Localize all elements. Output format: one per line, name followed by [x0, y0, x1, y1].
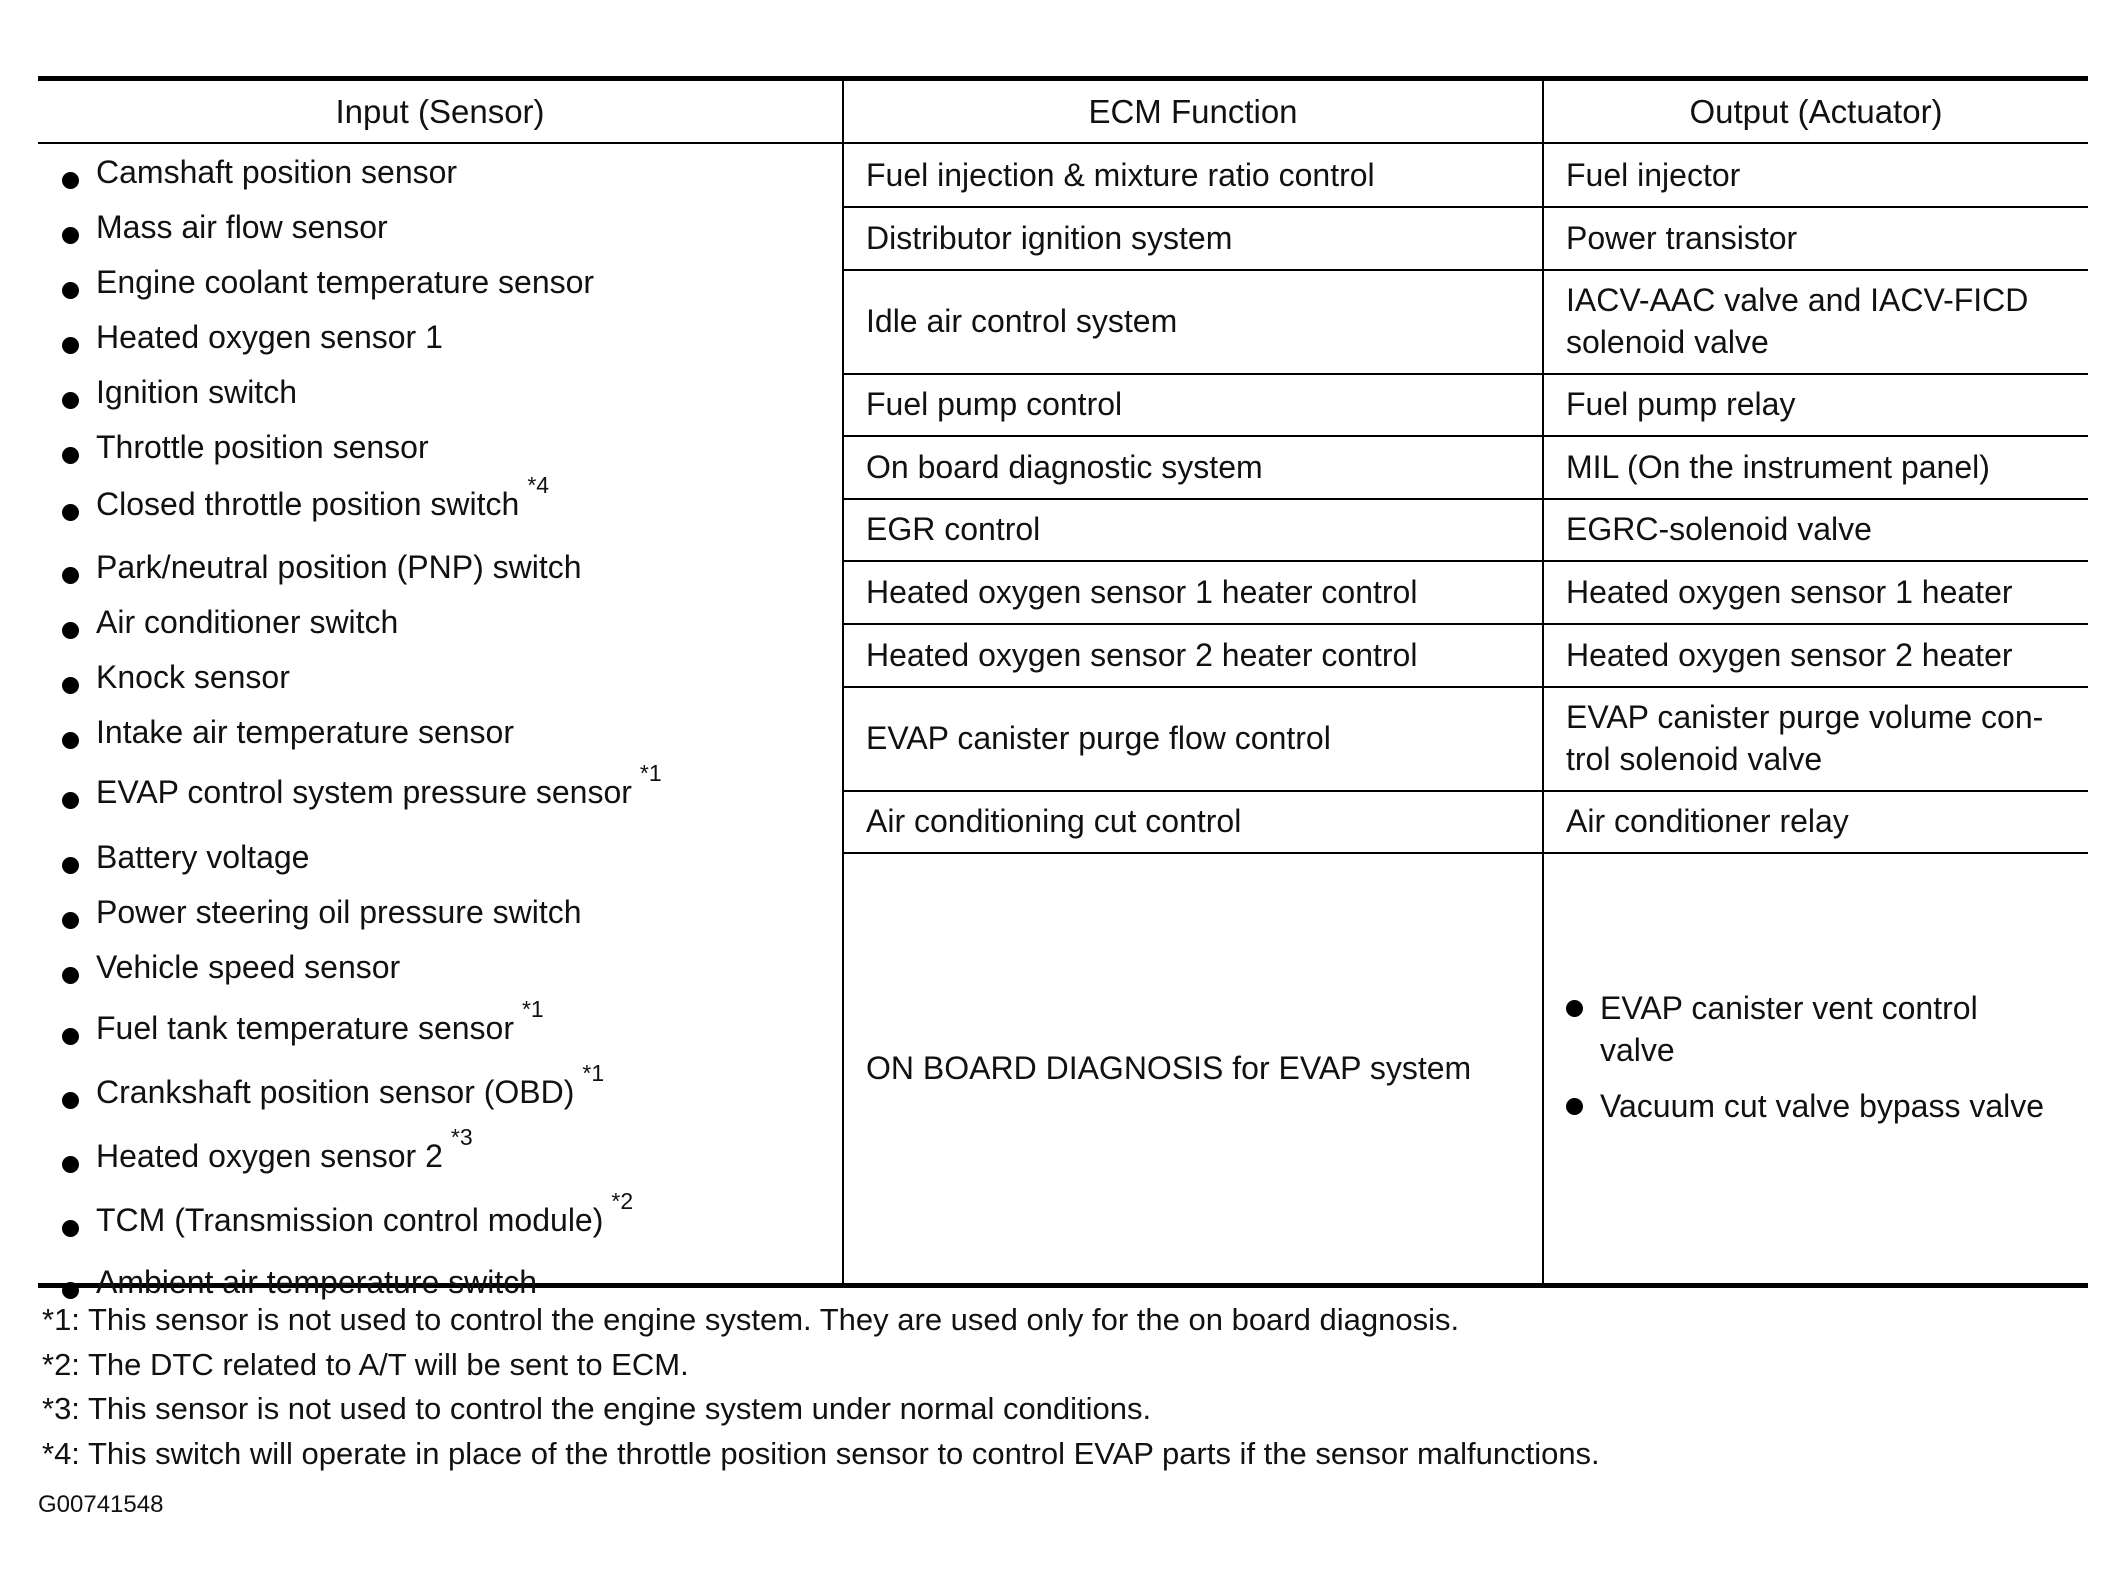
sensor-item	[62, 760, 662, 811]
bullet-icon	[1566, 1000, 1583, 1017]
footnote: *2: The DTC related to A/T will be sent to ECM.	[42, 1346, 689, 1382]
column-divider	[842, 81, 844, 1283]
ecm-function-cell: Fuel injection & mixture ratio control	[866, 157, 1375, 193]
sensor-label: Closed throttle position switch	[96, 486, 520, 522]
sensor-label: Throttle position sensor	[96, 429, 429, 465]
ecm-function-cell: EGR control	[866, 511, 1041, 547]
bullet-icon	[62, 172, 79, 189]
sensor-note: *1	[521, 996, 544, 1022]
sensor-label: Fuel tank temperature sensor	[96, 1010, 514, 1046]
sensor-item	[62, 319, 443, 356]
output-line: Fuel injector	[1566, 157, 1741, 193]
evap-output-item	[1566, 1085, 2044, 1127]
output-cell	[1566, 623, 2081, 686]
ecm-function-cell: Distributor ignition system	[866, 219, 1233, 256]
sensor-label: Intake air temperature sensor	[96, 714, 514, 750]
sensor-note: *4	[527, 472, 550, 498]
bullet-icon	[62, 967, 79, 984]
output-line: EVAP canister purge volume con-	[1566, 699, 2044, 735]
output-cell	[1566, 435, 2081, 498]
sensor-item	[62, 996, 544, 1047]
output-line: Air conditioner relay	[1566, 803, 1849, 839]
output-cell	[1566, 144, 2081, 206]
bullet-icon	[1566, 1098, 1583, 1115]
sensor-label: Battery voltage	[96, 839, 310, 875]
output-line: Heated oxygen sensor 2 heater	[1566, 636, 2013, 673]
sensor-item	[62, 209, 388, 246]
sensor-item	[62, 374, 297, 411]
sensor-note: *3	[450, 1124, 473, 1150]
ecm-function-cell: Air conditioning cut control	[866, 803, 1242, 839]
bullet-icon	[62, 622, 79, 639]
sensor-item	[62, 429, 429, 466]
bullet-icon	[62, 1156, 79, 1173]
ecm-function-cell: Heated oxygen sensor 2 heater control	[866, 636, 1418, 673]
output-line: Heated oxygen sensor 1 heater	[1566, 573, 2013, 610]
figure-id: G00741548	[38, 1491, 164, 1518]
sensor-label: Mass air flow sensor	[96, 209, 388, 245]
footnote: *3: This sensor is not used to control the engine system under normal conditions.	[42, 1391, 1152, 1426]
sensor-item	[62, 264, 594, 301]
sensor-item	[62, 1264, 537, 1301]
output-line: valve	[1600, 1032, 1675, 1068]
evap-output-item	[1566, 987, 2044, 1071]
evap-output-list	[1566, 987, 2044, 1141]
sensor-item	[62, 1188, 634, 1239]
ecm-function-cell: Fuel pump control	[866, 386, 1123, 422]
column-divider	[1542, 81, 1544, 1283]
sensor-item	[62, 894, 582, 931]
sensor-label: Air conditioner switch	[96, 604, 399, 640]
sensor-item	[62, 839, 309, 876]
bullet-icon	[62, 1220, 79, 1237]
output-line: EVAP canister vent control	[1600, 990, 1978, 1026]
bullet-icon	[62, 567, 79, 584]
bullet-icon	[62, 912, 79, 929]
sensor-note: *1	[582, 1060, 605, 1086]
sensor-label: Knock sensor	[96, 659, 290, 695]
output-cell	[1566, 206, 2081, 269]
bullet-icon	[62, 677, 79, 694]
ecm-function-cell: Idle air control system	[866, 303, 1178, 339]
sensor-label: Park/neutral position (PNP) switch	[96, 549, 582, 585]
sensor-label: TCM (Transmission control module)	[96, 1202, 604, 1238]
sensor-item	[62, 472, 550, 523]
sensor-label: Vehicle speed sensor	[96, 949, 401, 985]
sensor-item	[62, 949, 400, 986]
sensor-note: *1	[639, 760, 662, 786]
bullet-icon	[62, 857, 79, 874]
output-line: solenoid valve	[1566, 324, 1769, 360]
sensor-label: EVAP control system pressure sensor	[96, 774, 632, 810]
output-line: trol solenoid valve	[1566, 741, 1823, 777]
sensor-item	[62, 154, 457, 191]
footnote: *4: This switch will operate in place of the throttle position sensor to control EVAP parts if the sensor malfunctions.	[42, 1435, 1600, 1471]
sensor-item	[62, 549, 582, 586]
sensor-item	[62, 1060, 605, 1111]
output-cell	[1566, 269, 2081, 373]
sensor-item	[62, 1124, 473, 1175]
ecm-function-cell: ON BOARD DIAGNOSIS for EVAP system	[866, 1049, 1472, 1086]
bullet-icon	[62, 447, 79, 464]
ecm-function-cell: On board diagnostic system	[866, 448, 1263, 485]
bullet-icon	[62, 504, 79, 521]
ecm-io-table	[38, 76, 2088, 1300]
bullet-icon	[62, 227, 79, 244]
sensor-item	[62, 659, 290, 696]
bullet-icon	[62, 392, 79, 409]
sensor-label: Camshaft position sensor	[96, 154, 458, 190]
sensor-label: Heated oxygen sensor 1	[96, 319, 443, 355]
bullet-icon	[62, 792, 79, 809]
sensor-label: Crankshaft position sensor (OBD)	[96, 1074, 575, 1110]
output-cell	[1566, 373, 2081, 435]
header-ecm-function: ECM Function	[1088, 92, 1298, 130]
bullet-icon	[62, 732, 79, 749]
sensor-item	[62, 604, 398, 641]
output-cell	[1566, 560, 2081, 623]
ecm-function-cell: EVAP canister purge flow control	[866, 720, 1331, 756]
output-cell	[1566, 686, 2081, 790]
output-line: Fuel pump relay	[1566, 386, 1796, 422]
output-line: Power transistor	[1566, 219, 1798, 256]
bullet-icon	[62, 282, 79, 299]
header-output: Output (Actuator)	[1689, 92, 1943, 130]
sensor-label: Heated oxygen sensor 2	[96, 1138, 443, 1174]
output-line: EGRC-solenoid valve	[1566, 511, 1872, 547]
bullet-icon	[62, 1282, 79, 1299]
footnotes	[42, 1298, 1600, 1476]
sensor-note: *2	[611, 1188, 634, 1214]
bullet-icon	[62, 337, 79, 354]
footnote: *1: This sensor is not used to control the engine system. They are used only for the on board diagnosis.	[42, 1302, 1460, 1337]
sensor-label: Engine coolant temperature sensor	[96, 264, 595, 300]
ecm-function-cell: Heated oxygen sensor 1 heater control	[866, 573, 1418, 610]
output-cell	[1566, 498, 2081, 560]
bullet-icon	[62, 1028, 79, 1045]
sensor-label: Power steering oil pressure switch	[96, 894, 582, 930]
sensor-item	[62, 714, 514, 751]
output-cell	[1566, 790, 2081, 852]
sensor-label: Ignition switch	[96, 374, 297, 410]
output-line: Vacuum cut valve bypass valve	[1600, 1088, 2045, 1124]
output-line: MIL (On the instrument panel)	[1566, 448, 1990, 485]
bullet-icon	[62, 1092, 79, 1109]
sensor-label: Ambient air temperature switch	[96, 1264, 538, 1300]
output-line: IACV-AAC valve and IACV-FICD	[1566, 282, 2029, 318]
header-input: Input (Sensor)	[335, 92, 545, 130]
